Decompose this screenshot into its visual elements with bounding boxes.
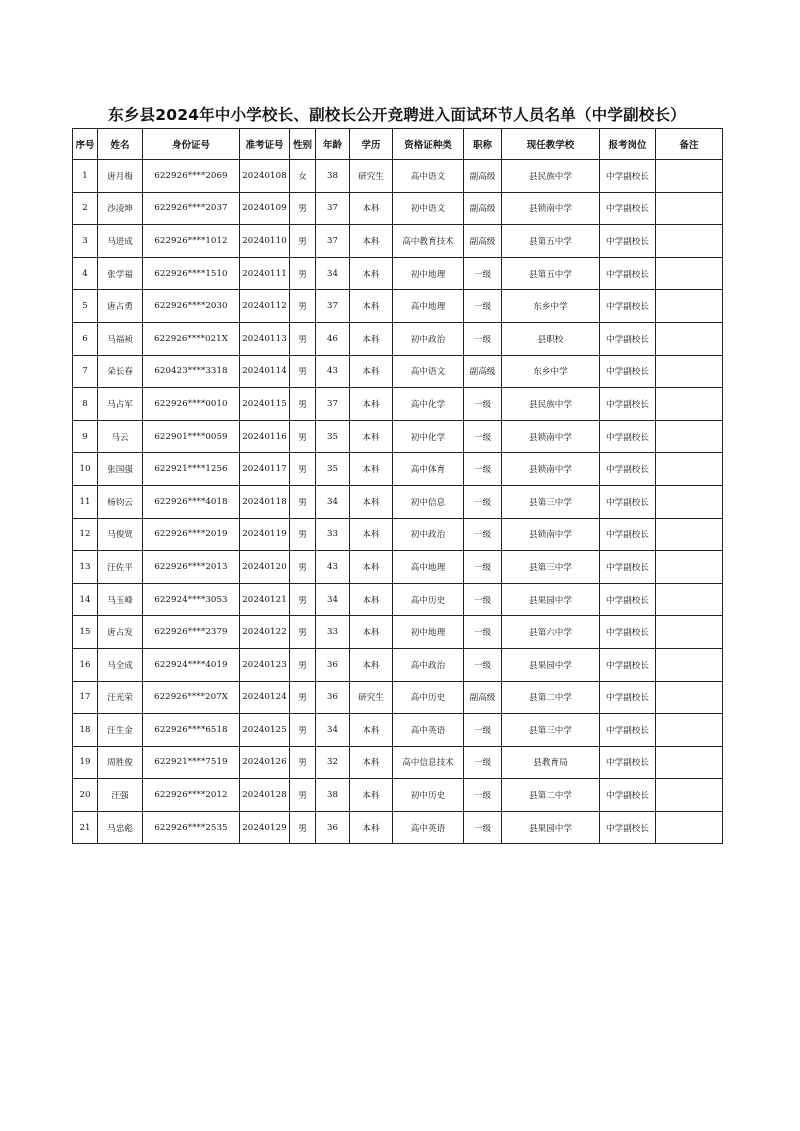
- cell-id-number: 622926****2012: [143, 779, 240, 812]
- cell-remarks: [656, 648, 723, 681]
- cell-id-number: 622926****1510: [143, 257, 240, 290]
- cell-age: 33: [316, 518, 350, 551]
- cell-remarks: [656, 225, 723, 258]
- cell-age: 36: [316, 648, 350, 681]
- cell-current-school: 县果园中学: [502, 811, 600, 844]
- cell-certificate: 高中历史: [393, 681, 464, 714]
- cell-exam-number: 20240114: [240, 355, 290, 388]
- cell-exam-number: 20240123: [240, 648, 290, 681]
- cell-gender: 男: [290, 779, 316, 812]
- cell-age: 34: [316, 714, 350, 747]
- cell-position: 中学副校长: [600, 551, 656, 584]
- col-current-school-header: 现任教学校: [502, 129, 600, 160]
- cell-position: 中学副校长: [600, 225, 656, 258]
- cell-exam-number: 20240118: [240, 485, 290, 518]
- col-remarks-header: 备注: [656, 129, 723, 160]
- cell-certificate: 初中政治: [393, 322, 464, 355]
- table-row: [73, 681, 723, 714]
- cell-title: 一级: [464, 388, 502, 421]
- cell-id-number: 622921****7519: [143, 746, 240, 779]
- table-row: [73, 648, 723, 681]
- cell-age: 38: [316, 779, 350, 812]
- cell-education: 研究生: [350, 160, 393, 193]
- cell-id-number: 622926****2019: [143, 518, 240, 551]
- col-id-number-header: 身份证号: [143, 129, 240, 160]
- cell-index: 15: [73, 616, 98, 649]
- cell-id-number: 622924****3053: [143, 583, 240, 616]
- cell-current-school: 县第六中学: [502, 616, 600, 649]
- cell-title: 一级: [464, 714, 502, 747]
- cell-title: 一级: [464, 290, 502, 323]
- cell-remarks: [656, 388, 723, 421]
- cell-current-school: 县第三中学: [502, 714, 600, 747]
- cell-name: 马进成: [98, 225, 143, 258]
- cell-gender: 男: [290, 420, 316, 453]
- cell-certificate: 高中地理: [393, 551, 464, 584]
- cell-current-school: 东乡中学: [502, 355, 600, 388]
- cell-name: 沙凌坤: [98, 192, 143, 225]
- cell-age: 32: [316, 746, 350, 779]
- table-row: [73, 225, 723, 258]
- cell-exam-number: 20240109: [240, 192, 290, 225]
- col-exam-number-header: 准考证号: [240, 129, 290, 160]
- cell-remarks: [656, 518, 723, 551]
- cell-index: 14: [73, 583, 98, 616]
- cell-index: 3: [73, 225, 98, 258]
- cell-index: 18: [73, 714, 98, 747]
- cell-age: 34: [316, 485, 350, 518]
- cell-position: 中学副校长: [600, 714, 656, 747]
- cell-exam-number: 20240115: [240, 388, 290, 421]
- cell-name: 张国强: [98, 453, 143, 486]
- cell-exam-number: 20240125: [240, 714, 290, 747]
- col-name-header: 姓名: [98, 129, 143, 160]
- cell-gender: 男: [290, 290, 316, 323]
- cell-remarks: [656, 290, 723, 323]
- cell-title: 副高级: [464, 160, 502, 193]
- cell-title: 一级: [464, 648, 502, 681]
- cell-exam-number: 20240110: [240, 225, 290, 258]
- cell-education: 本科: [350, 518, 393, 551]
- cell-age: 35: [316, 420, 350, 453]
- cell-name: 汪光荣: [98, 681, 143, 714]
- cell-education: 本科: [350, 388, 393, 421]
- cell-index: 2: [73, 192, 98, 225]
- cell-remarks: [656, 160, 723, 193]
- col-index-header: 序号: [73, 129, 98, 160]
- table-row: [73, 388, 723, 421]
- cell-exam-number: 20240122: [240, 616, 290, 649]
- cell-title: 副高级: [464, 355, 502, 388]
- cell-remarks: [656, 811, 723, 844]
- cell-exam-number: 20240120: [240, 551, 290, 584]
- cell-current-school: 县第五中学: [502, 257, 600, 290]
- cell-education: 本科: [350, 779, 393, 812]
- col-position-header: 报考岗位: [600, 129, 656, 160]
- cell-gender: 男: [290, 648, 316, 681]
- cell-certificate: 高中政治: [393, 648, 464, 681]
- cell-index: 1: [73, 160, 98, 193]
- cell-id-number: 622926****1012: [143, 225, 240, 258]
- cell-remarks: [656, 355, 723, 388]
- cell-index: 19: [73, 746, 98, 779]
- cell-age: 36: [316, 681, 350, 714]
- cell-name: 汪佐平: [98, 551, 143, 584]
- cell-name: 马忠彪: [98, 811, 143, 844]
- cell-current-school: 县果园中学: [502, 648, 600, 681]
- cell-remarks: [656, 551, 723, 584]
- cell-gender: 女: [290, 160, 316, 193]
- cell-index: 10: [73, 453, 98, 486]
- cell-id-number: 622926****6518: [143, 714, 240, 747]
- cell-name: 张学福: [98, 257, 143, 290]
- cell-name: 汪强: [98, 779, 143, 812]
- cell-index: 7: [73, 355, 98, 388]
- cell-position: 中学副校长: [600, 290, 656, 323]
- cell-education: 本科: [350, 322, 393, 355]
- cell-current-school: 县锁南中学: [502, 518, 600, 551]
- cell-certificate: 高中教育技术: [393, 225, 464, 258]
- cell-current-school: 东乡中学: [502, 290, 600, 323]
- cell-gender: 男: [290, 225, 316, 258]
- table-row: [73, 518, 723, 551]
- cell-certificate: 高中历史: [393, 583, 464, 616]
- cell-name: 马占军: [98, 388, 143, 421]
- cell-education: 本科: [350, 811, 393, 844]
- cell-position: 中学副校长: [600, 518, 656, 551]
- cell-age: 46: [316, 322, 350, 355]
- cell-certificate: 初中地理: [393, 257, 464, 290]
- cell-certificate: 高中英语: [393, 811, 464, 844]
- cell-education: 本科: [350, 616, 393, 649]
- cell-current-school: 县民族中学: [502, 160, 600, 193]
- cell-certificate: 初中历史: [393, 779, 464, 812]
- table-row: [73, 192, 723, 225]
- table-row: [73, 811, 723, 844]
- cell-gender: 男: [290, 388, 316, 421]
- cell-education: 本科: [350, 453, 393, 486]
- cell-remarks: [656, 616, 723, 649]
- cell-title: 一级: [464, 811, 502, 844]
- cell-gender: 男: [290, 485, 316, 518]
- cell-gender: 男: [290, 746, 316, 779]
- cell-name: 马玉峰: [98, 583, 143, 616]
- table-row: [73, 616, 723, 649]
- cell-id-number: 622926****2535: [143, 811, 240, 844]
- cell-gender: 男: [290, 811, 316, 844]
- cell-current-school: 县果园中学: [502, 583, 600, 616]
- table-row: [73, 485, 723, 518]
- cell-remarks: [656, 583, 723, 616]
- cell-index: 12: [73, 518, 98, 551]
- cell-gender: 男: [290, 355, 316, 388]
- cell-age: 37: [316, 192, 350, 225]
- table-row: [73, 290, 723, 323]
- cell-index: 9: [73, 420, 98, 453]
- cell-education: 本科: [350, 648, 393, 681]
- cell-id-number: 622926****2379: [143, 616, 240, 649]
- cell-title: 副高级: [464, 192, 502, 225]
- cell-current-school: 县教育局: [502, 746, 600, 779]
- cell-exam-number: 20240121: [240, 583, 290, 616]
- cell-education: 研究生: [350, 681, 393, 714]
- col-certificate-header: 资格证种类: [393, 129, 464, 160]
- col-age-header: 年龄: [316, 129, 350, 160]
- cell-title: 一级: [464, 583, 502, 616]
- cell-education: 本科: [350, 355, 393, 388]
- cell-exam-number: 20240111: [240, 257, 290, 290]
- cell-name: 唐占勇: [98, 290, 143, 323]
- candidate-table: [72, 128, 723, 844]
- cell-title: 一级: [464, 420, 502, 453]
- cell-certificate: 初中信息: [393, 485, 464, 518]
- cell-name: 唐占发: [98, 616, 143, 649]
- cell-exam-number: 20240112: [240, 290, 290, 323]
- cell-id-number: 622926****2069: [143, 160, 240, 193]
- cell-certificate: 初中语文: [393, 192, 464, 225]
- cell-gender: 男: [290, 257, 316, 290]
- cell-position: 中学副校长: [600, 160, 656, 193]
- cell-age: 43: [316, 551, 350, 584]
- table-row: [73, 551, 723, 584]
- cell-index: 20: [73, 779, 98, 812]
- page-title: 东乡县2024年中小学校长、副校长公开竞聘进入面试环节人员名单（中学副校长）: [108, 106, 686, 124]
- cell-certificate: 初中地理: [393, 616, 464, 649]
- table-row: [73, 779, 723, 812]
- cell-certificate: 高中语文: [393, 160, 464, 193]
- cell-current-school: 县第三中学: [502, 485, 600, 518]
- cell-title: 一级: [464, 746, 502, 779]
- cell-title: 一级: [464, 453, 502, 486]
- cell-name: 朵长春: [98, 355, 143, 388]
- cell-title: 一级: [464, 257, 502, 290]
- cell-position: 中学副校长: [600, 388, 656, 421]
- cell-age: 34: [316, 583, 350, 616]
- cell-education: 本科: [350, 257, 393, 290]
- cell-id-number: 622926****021X: [143, 322, 240, 355]
- cell-exam-number: 20240128: [240, 779, 290, 812]
- cell-name: 周胜俊: [98, 746, 143, 779]
- cell-remarks: [656, 714, 723, 747]
- cell-name: 马云: [98, 420, 143, 453]
- cell-age: 38: [316, 160, 350, 193]
- table-row: [73, 583, 723, 616]
- table-row: [73, 322, 723, 355]
- cell-current-school: 县锁南中学: [502, 453, 600, 486]
- cell-id-number: 622921****1256: [143, 453, 240, 486]
- cell-title: 一级: [464, 779, 502, 812]
- cell-education: 本科: [350, 746, 393, 779]
- cell-name: 杨钧云: [98, 485, 143, 518]
- cell-name: 马俊贤: [98, 518, 143, 551]
- cell-id-number: 622924****4019: [143, 648, 240, 681]
- cell-certificate: 高中体育: [393, 453, 464, 486]
- cell-age: 36: [316, 811, 350, 844]
- cell-education: 本科: [350, 420, 393, 453]
- cell-age: 43: [316, 355, 350, 388]
- cell-id-number: 622926****2013: [143, 551, 240, 584]
- cell-gender: 男: [290, 551, 316, 584]
- cell-position: 中学副校长: [600, 779, 656, 812]
- cell-index: 16: [73, 648, 98, 681]
- cell-name: 唐月梅: [98, 160, 143, 193]
- table-row: [73, 355, 723, 388]
- cell-gender: 男: [290, 322, 316, 355]
- cell-index: 5: [73, 290, 98, 323]
- cell-current-school: 县第二中学: [502, 779, 600, 812]
- table-row: [73, 714, 723, 747]
- cell-current-school: 县锁南中学: [502, 420, 600, 453]
- cell-title: 一级: [464, 551, 502, 584]
- cell-gender: 男: [290, 714, 316, 747]
- cell-id-number: 622926****0010: [143, 388, 240, 421]
- cell-position: 中学副校长: [600, 257, 656, 290]
- cell-current-school: 县第二中学: [502, 681, 600, 714]
- cell-title: 一级: [464, 518, 502, 551]
- cell-position: 中学副校长: [600, 648, 656, 681]
- cell-remarks: [656, 192, 723, 225]
- cell-remarks: [656, 485, 723, 518]
- table-row: [73, 257, 723, 290]
- cell-index: 4: [73, 257, 98, 290]
- cell-gender: 男: [290, 453, 316, 486]
- cell-position: 中学副校长: [600, 811, 656, 844]
- cell-position: 中学副校长: [600, 583, 656, 616]
- cell-name: 马全成: [98, 648, 143, 681]
- cell-position: 中学副校长: [600, 420, 656, 453]
- cell-exam-number: 20240124: [240, 681, 290, 714]
- cell-index: 21: [73, 811, 98, 844]
- cell-index: 6: [73, 322, 98, 355]
- cell-title: 一级: [464, 616, 502, 649]
- cell-index: 13: [73, 551, 98, 584]
- cell-gender: 男: [290, 681, 316, 714]
- cell-education: 本科: [350, 290, 393, 323]
- cell-title: 一级: [464, 322, 502, 355]
- cell-gender: 男: [290, 518, 316, 551]
- cell-age: 37: [316, 290, 350, 323]
- cell-id-number: 622926****2037: [143, 192, 240, 225]
- cell-current-school: 县民族中学: [502, 388, 600, 421]
- cell-position: 中学副校长: [600, 616, 656, 649]
- cell-remarks: [656, 420, 723, 453]
- cell-id-number: 622926****207X: [143, 681, 240, 714]
- cell-exam-number: 20240117: [240, 453, 290, 486]
- cell-index: 8: [73, 388, 98, 421]
- cell-exam-number: 20240108: [240, 160, 290, 193]
- cell-gender: 男: [290, 192, 316, 225]
- cell-age: 37: [316, 388, 350, 421]
- cell-id-number: 622926****4018: [143, 485, 240, 518]
- cell-remarks: [656, 322, 723, 355]
- cell-age: 37: [316, 225, 350, 258]
- cell-current-school: 县职校: [502, 322, 600, 355]
- cell-remarks: [656, 257, 723, 290]
- cell-index: 11: [73, 485, 98, 518]
- header-row: [73, 129, 723, 160]
- cell-remarks: [656, 453, 723, 486]
- cell-certificate: 高中地理: [393, 290, 464, 323]
- cell-remarks: [656, 779, 723, 812]
- cell-exam-number: 20240126: [240, 746, 290, 779]
- table-row: [73, 420, 723, 453]
- cell-index: 17: [73, 681, 98, 714]
- cell-title: 副高级: [464, 225, 502, 258]
- col-gender-header: 性别: [290, 129, 316, 160]
- cell-position: 中学副校长: [600, 746, 656, 779]
- cell-exam-number: 20240119: [240, 518, 290, 551]
- cell-position: 中学副校长: [600, 485, 656, 518]
- cell-education: 本科: [350, 485, 393, 518]
- cell-age: 35: [316, 453, 350, 486]
- col-title-header: 职称: [464, 129, 502, 160]
- cell-position: 中学副校长: [600, 355, 656, 388]
- cell-remarks: [656, 681, 723, 714]
- cell-position: 中学副校长: [600, 681, 656, 714]
- table-row: [73, 746, 723, 779]
- cell-current-school: 县锁南中学: [502, 192, 600, 225]
- cell-id-number: 622926****2030: [143, 290, 240, 323]
- cell-age: 34: [316, 257, 350, 290]
- cell-id-number: 620423****3318: [143, 355, 240, 388]
- cell-certificate: 初中化学: [393, 420, 464, 453]
- cell-education: 本科: [350, 551, 393, 584]
- cell-position: 中学副校长: [600, 192, 656, 225]
- cell-exam-number: 20240129: [240, 811, 290, 844]
- cell-current-school: 县第五中学: [502, 225, 600, 258]
- table-row: [73, 160, 723, 193]
- cell-title: 副高级: [464, 681, 502, 714]
- col-education-header: 学历: [350, 129, 393, 160]
- cell-position: 中学副校长: [600, 322, 656, 355]
- cell-gender: 男: [290, 616, 316, 649]
- cell-age: 33: [316, 616, 350, 649]
- cell-education: 本科: [350, 583, 393, 616]
- cell-exam-number: 20240113: [240, 322, 290, 355]
- cell-position: 中学副校长: [600, 453, 656, 486]
- cell-education: 本科: [350, 714, 393, 747]
- cell-education: 本科: [350, 225, 393, 258]
- cell-name: 马福祯: [98, 322, 143, 355]
- table-row: [73, 453, 723, 486]
- table-body: [73, 160, 723, 844]
- cell-exam-number: 20240116: [240, 420, 290, 453]
- cell-current-school: 县第三中学: [502, 551, 600, 584]
- cell-certificate: 高中语文: [393, 355, 464, 388]
- cell-certificate: 高中信息技术: [393, 746, 464, 779]
- cell-title: 一级: [464, 485, 502, 518]
- cell-certificate: 初中政治: [393, 518, 464, 551]
- cell-education: 本科: [350, 192, 393, 225]
- cell-certificate: 高中化学: [393, 388, 464, 421]
- cell-id-number: 622901****0059: [143, 420, 240, 453]
- cell-certificate: 高中英语: [393, 714, 464, 747]
- cell-gender: 男: [290, 583, 316, 616]
- cell-remarks: [656, 746, 723, 779]
- cell-name: 汪生金: [98, 714, 143, 747]
